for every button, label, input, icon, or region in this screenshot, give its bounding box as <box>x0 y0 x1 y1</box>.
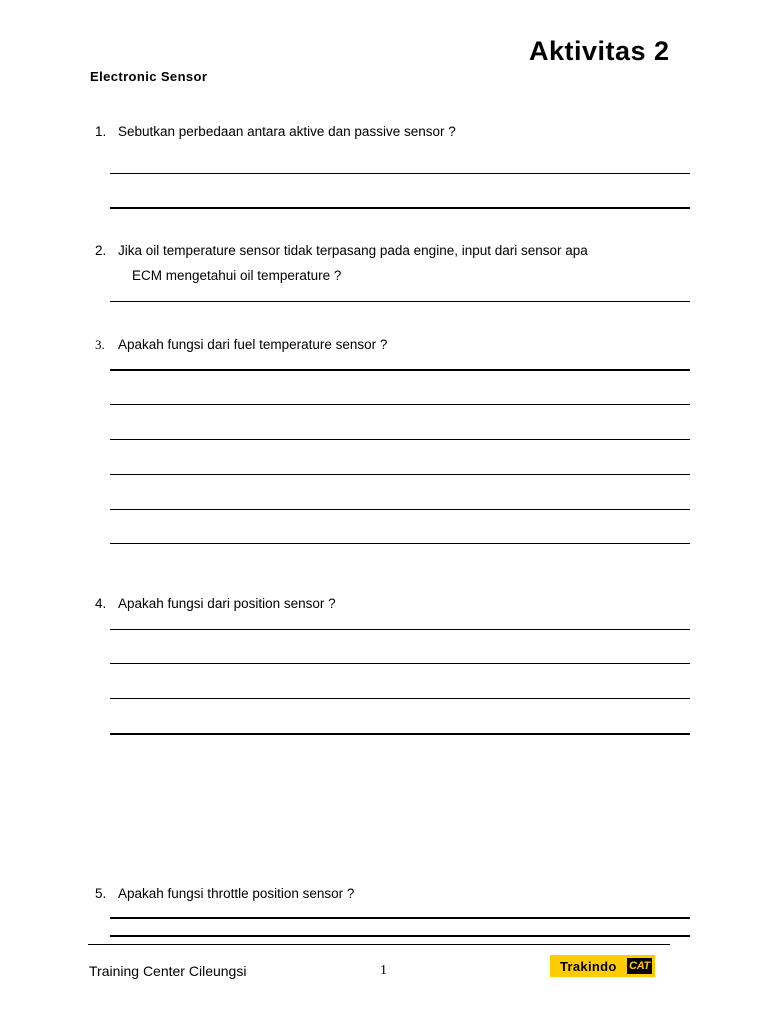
answer-line[interactable] <box>110 439 690 440</box>
cat-logo-mark: CAT <box>627 958 652 974</box>
answer-line[interactable] <box>110 173 690 174</box>
page-number: 1 <box>380 963 387 978</box>
answer-line[interactable] <box>110 917 690 919</box>
answer-line[interactable] <box>110 663 690 664</box>
answer-line[interactable] <box>110 369 690 371</box>
question-number: 1. <box>95 124 107 139</box>
answer-line[interactable] <box>110 404 690 405</box>
answer-line[interactable] <box>110 733 690 735</box>
question-text: Apakah fungsi dari position sensor ? <box>118 596 336 611</box>
page-title: Aktivitas 2 <box>529 36 670 66</box>
section-subtitle: Electronic Sensor <box>90 69 208 84</box>
question-text: Sebutkan perbedaan antara aktive dan passive sensor ? <box>118 124 456 139</box>
question-number: 5. <box>95 886 107 901</box>
answer-line[interactable] <box>110 474 690 475</box>
question-number: 3. <box>95 337 105 352</box>
answer-line[interactable] <box>110 301 690 302</box>
question-text-continued: ECM mengetahui oil temperature ? <box>132 268 342 283</box>
question-text: Apakah fungsi throttle position sensor ? <box>118 886 355 901</box>
answer-line[interactable] <box>110 935 690 937</box>
answer-line[interactable] <box>110 629 690 630</box>
answer-line[interactable] <box>110 698 690 699</box>
answer-line[interactable] <box>110 509 690 510</box>
logo-brand-text: Trakindo <box>560 958 617 974</box>
footer-divider <box>88 944 670 945</box>
question-text: Apakah fungsi dari fuel temperature sensor ? <box>118 337 388 352</box>
trakindo-cat-logo <box>550 955 655 977</box>
answer-line[interactable] <box>110 543 690 544</box>
answer-line[interactable] <box>110 207 690 209</box>
question-number: 4. <box>95 596 107 611</box>
footer-organization: Training Center Cileungsi <box>89 963 247 979</box>
question-text: Jika oil temperature sensor tidak terpasang pada engine, input dari sensor apa <box>118 243 588 258</box>
question-number: 2. <box>95 243 107 258</box>
